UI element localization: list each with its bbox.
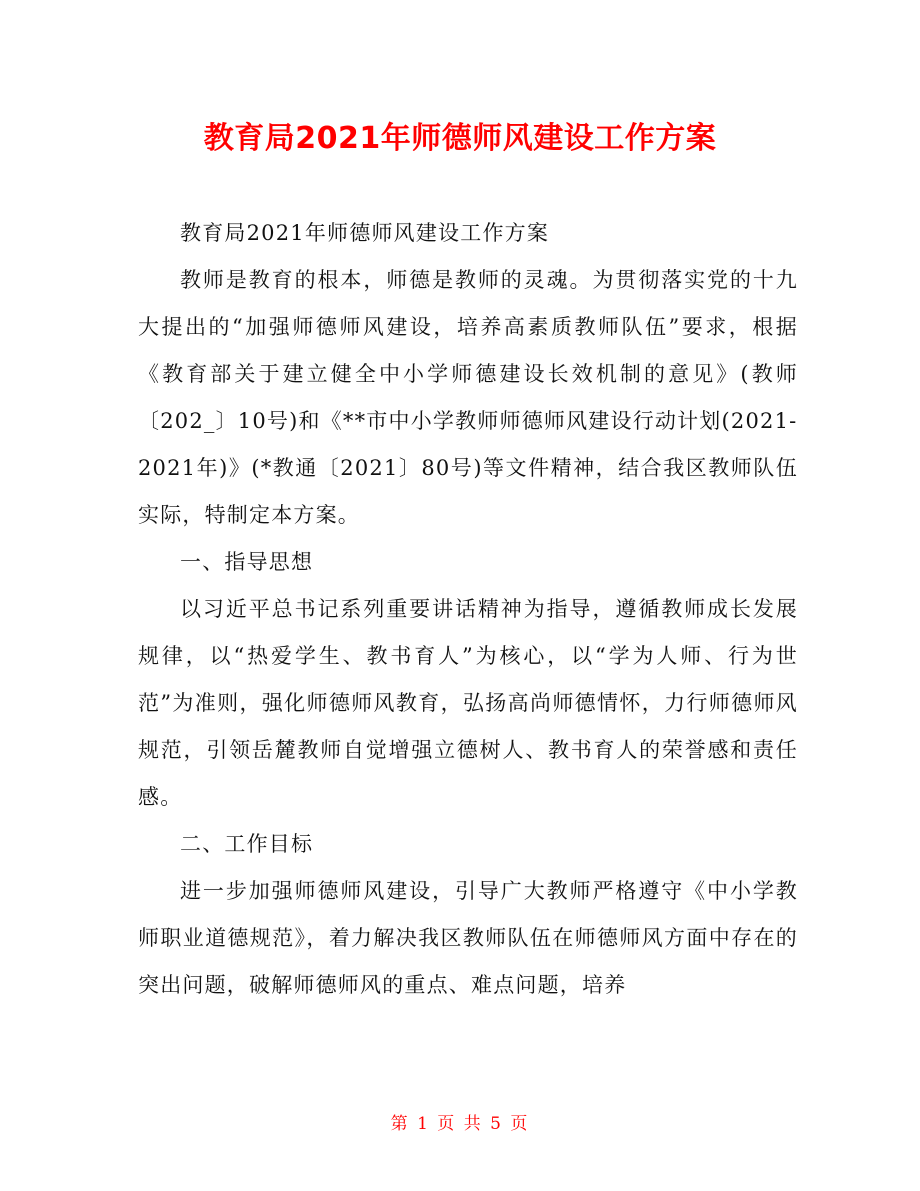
- paragraph-work-goals: 进一步加强师德师风建设，引导广大教师严格遵守《中小学教师职业道德规范》，着力解决我区教师队伍在师德师风方面中存在的突出问题，破解师德师风的重点、难点问题，培养: [138, 879, 798, 997]
- document-body: [138, 210, 798, 1009]
- page-number-footer: 第 1 页 共 5 页: [390, 1114, 530, 1134]
- document-title: 教育局2021年师德师风建设工作方案: [203, 121, 717, 156]
- section-heading-work-goals: 二、工作目标: [180, 832, 314, 856]
- paragraph-intro: 教师是教育的根本，师德是教师的灵魂。为贯彻落实党的十九大提出的“加强师德师风建设，培养高素质教师队伍”要求，根据《教育部关于建立健全中小学师德建设长效机制的意见》(教师〔202_〕10号)和《**市中小学教师师德师风建设行动计划(2021-: [138, 268, 798, 433]
- paragraph-subtitle: 教育局2021年师德师风建设工作方案: [180, 221, 550, 245]
- paragraph-intro-continued: 2021年)》(*教通〔2021〕80号)等文件精神，结合我区教师队伍实际，特制定本方案。: [138, 456, 798, 527]
- section-heading-guiding-ideology: 一、指导思想: [180, 550, 314, 574]
- paragraph-guiding-ideology: 以习近平总书记系列重要讲话精神为指导，遵循教师成长发展规律，以“热爱学生、教书育人”为核心，以“学为人师、行为世范”为准则，强化师德师风教育，弘扬高尚师德情怀，力行师德师风规范，引领岳麓教师自觉增强立德树人、教书育人的荣誉感和责任感。: [138, 597, 798, 809]
